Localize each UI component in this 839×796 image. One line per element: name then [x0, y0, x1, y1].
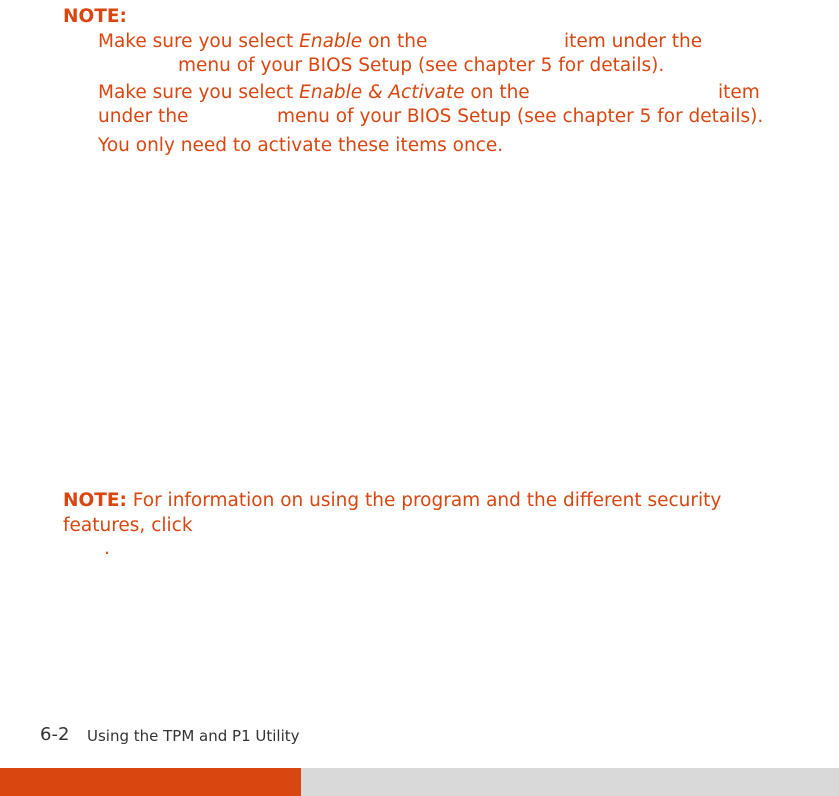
section-title: Using the TPM and P1 Utility	[87, 727, 300, 745]
note-item-1-option: Enable	[299, 31, 363, 52]
note-item-2-option: Enable & Activate	[299, 82, 465, 103]
page-number: 6-2	[40, 724, 70, 745]
note-item-1-middle: on the	[368, 31, 428, 52]
note-2-line-3: .	[104, 538, 110, 559]
note-item-2-line-2-end: menu of your BIOS Setup (see chapter 5 for details).	[277, 106, 764, 127]
note-item-1-line-2: menu of your BIOS Setup (see chapter 5 for details).	[178, 55, 665, 76]
note-item-2-suffix: item	[718, 82, 760, 103]
note-item-2-line-1	[98, 84, 530, 103]
note-item-1-prefix: Make sure you select	[98, 31, 294, 52]
note-2-line-1	[63, 492, 721, 511]
note-item-2-middle: on the	[470, 82, 530, 103]
note-item-2-prefix: Make sure you select	[98, 82, 294, 103]
note-item-1-line-1	[98, 33, 427, 52]
note-2-label: NOTE:	[63, 490, 127, 511]
note-2-text: For information on using the program and the different security	[132, 490, 722, 511]
note-item-1-suffix: item under the	[564, 31, 703, 52]
note-2-line-2: features, click	[63, 515, 193, 536]
note-item-3: You only need to activate these items once.	[98, 135, 504, 156]
footer-bar-accent	[0, 768, 301, 796]
footer-bar-neutral	[301, 768, 839, 796]
note-label: NOTE:	[63, 6, 127, 27]
note-item-2-line-2-start: under the	[98, 106, 189, 127]
